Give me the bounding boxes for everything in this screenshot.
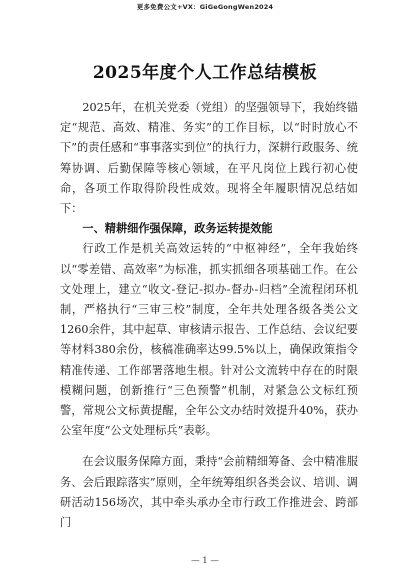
- intro-paragraph: 2025年，在机关党委（党组）的坚强领导下，我始终锚定“规范、高效、精准、务实”的工作目标，以“时时放心不下”的责任感和“事事落实到位”的执行力，深耕行政服务、统筹协调、后勤保障等核心领域，在平凡岗位上践行初心使命，各项工作取得阶段性成效。现将全年履职情况总结如下：: [60, 101, 358, 216]
- section-heading-1: 一、精耕细作强保障，政务运转提效能: [82, 222, 273, 236]
- banner-text: 更多免费公文+VX：GiGeGongWen2024: [136, 2, 274, 11]
- section-1-paragraph-1: 行政工作是机关高效运转的“中枢神经”，全年我始终以“零差错、高效率”为标准，抓实抓细各项基础工作。在公文处理上，建立“收文-登记-拟办-督办-归档”全流程闭环机制，严格执行“三审三校”制度，全年共处理各级各类公文1260余件，其中起草、审核请示报告、工作总结、会议纪要等材料380余份，核稿准确率达99.5%以上，确保政策指令精准传递、工作部署落地生根。针对公文流转中存在的时限模糊问题，创新推行“三色预警”机制，对紧急公文标红预警，常规公文标黄提醒，全年公文办结时效提升40%，获办公室年度“公文处理标兵”表彰。: [60, 242, 358, 438]
- document-body: [60, 98, 358, 533]
- document-title: 2025年度个人工作总结模板: [92, 63, 318, 83]
- top-banner: [0, 0, 410, 12]
- page-number: — 1 —: [191, 556, 219, 566]
- section-1-paragraph-2: 在会议服务保障方面，秉持“会前精细筹备、会中精准服务、会后跟踪落实”原则，全年统筹组织各类会议、培训、调研活动156场次，其中牵头承办全市行政工作推进会、跨部门: [60, 455, 358, 530]
- paragraph-gap: [60, 441, 358, 452]
